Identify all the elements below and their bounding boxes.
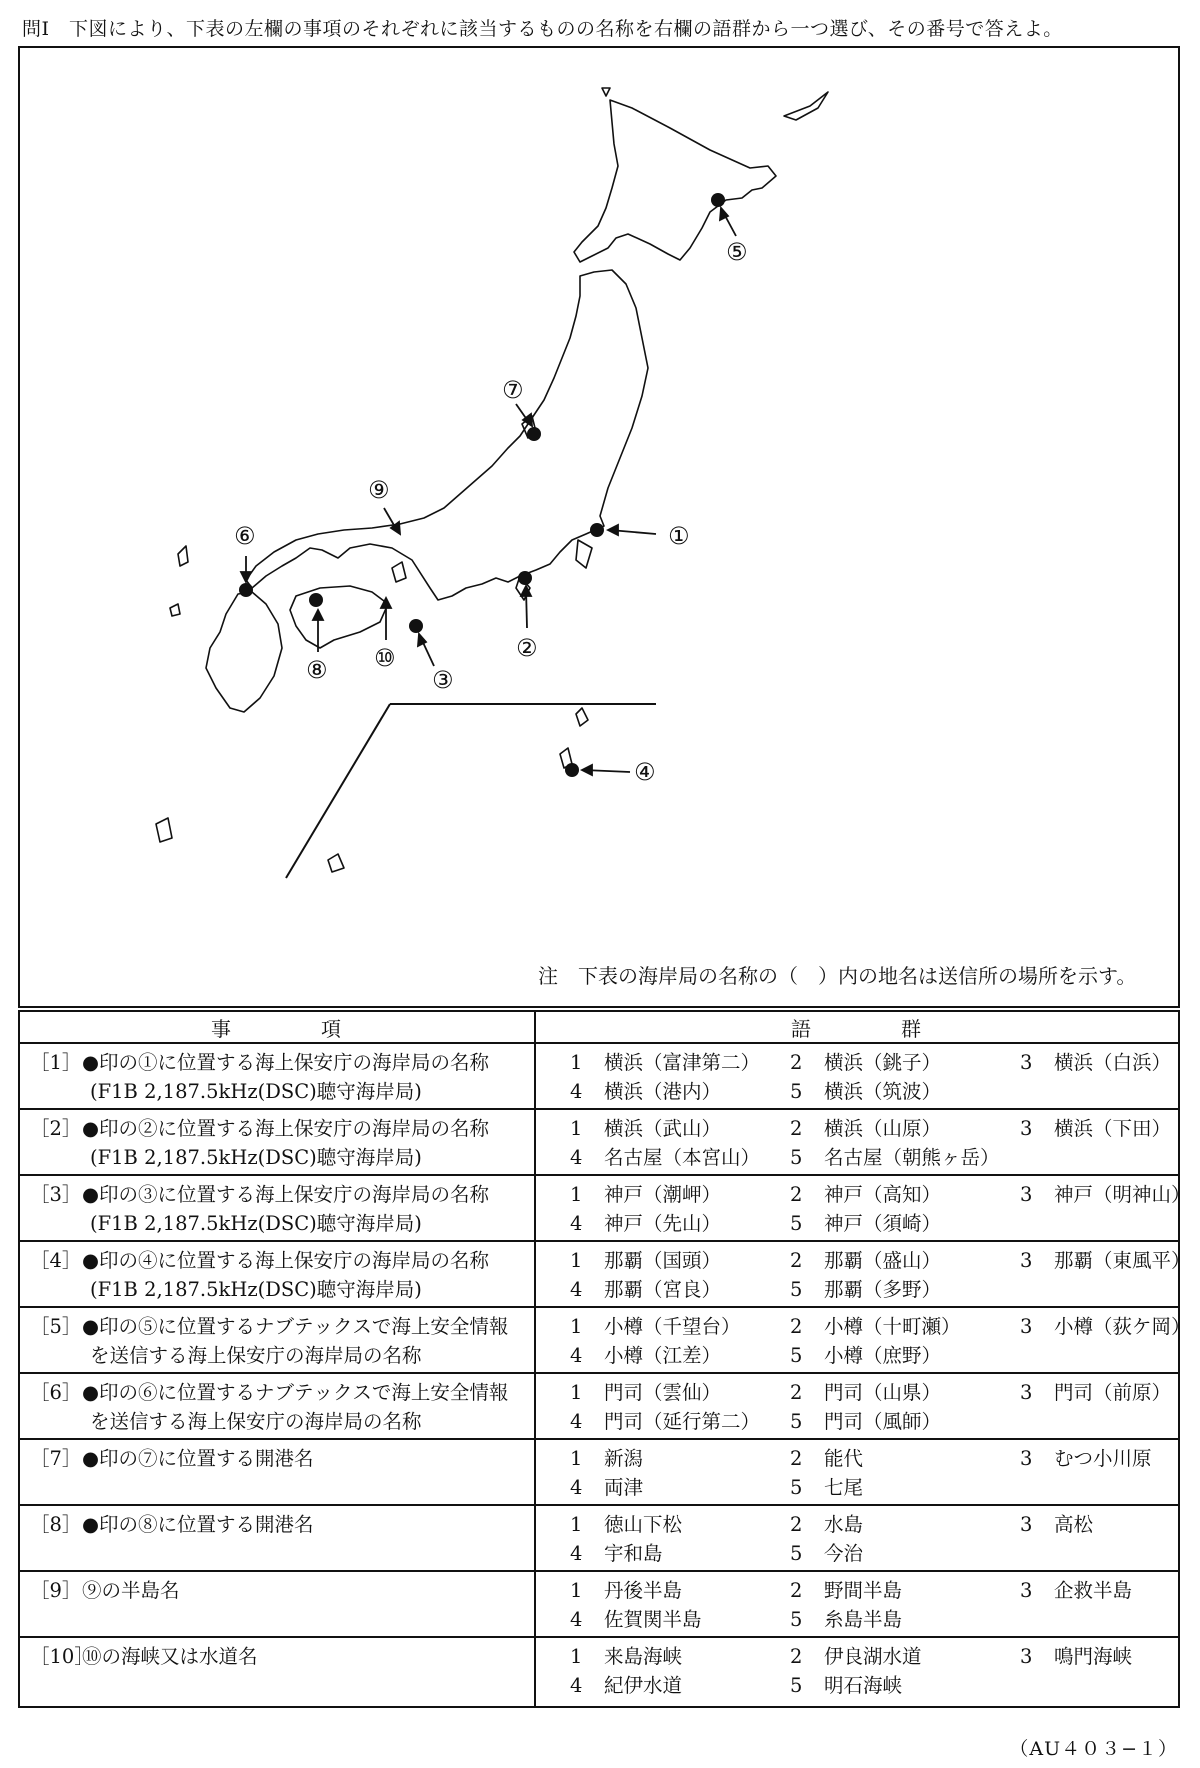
- choices-cell: [535, 1637, 1179, 1707]
- choice-label: 丹後半島: [604, 1579, 683, 1602]
- choice-label: 糸島半島: [824, 1608, 903, 1631]
- choice-list: [570, 1048, 1178, 1106]
- marker-dot-7: [527, 427, 541, 441]
- honshu-outline: [246, 270, 648, 600]
- choice-label: 名古屋（本宮山）: [604, 1146, 761, 1169]
- choice-label: 宇和島: [604, 1542, 663, 1565]
- choice-option: [570, 1114, 790, 1143]
- marker-dot-1: [590, 523, 604, 537]
- marker-label-1: ①: [668, 522, 690, 550]
- choices-cell: [535, 1241, 1191, 1307]
- item-number: ［8］: [30, 1513, 82, 1536]
- item-number: ［2］: [30, 1117, 82, 1140]
- marker-label-4: ④: [634, 758, 656, 786]
- choice-option: [790, 1048, 1020, 1077]
- table-row: [19, 1307, 1179, 1373]
- question-text: 問Ⅰ 下図により、下表の左欄の事項のそれぞれに該当するものの名称を右欄の語群から一つ選び、その番号で答えよ。: [22, 18, 1063, 40]
- marker-label-8: ⑧: [306, 656, 328, 684]
- choice-option: [570, 1510, 790, 1539]
- choice-label: 那覇（多野）: [824, 1278, 942, 1301]
- choice-number: 2: [790, 1447, 803, 1470]
- choice-label: 横浜（白浜）: [1054, 1051, 1172, 1074]
- choice-option: [790, 1407, 1020, 1436]
- choice-option: [790, 1671, 1020, 1700]
- header-choices: 語 群: [535, 1011, 1179, 1043]
- item-text-line1: ●印の⑧に位置する開港名: [82, 1513, 314, 1536]
- choice-number: 3: [1020, 1381, 1033, 1404]
- marker-dot-4: [565, 763, 579, 777]
- marker-label-7: ⑦: [502, 376, 524, 404]
- choice-label: 紀伊水道: [604, 1674, 683, 1697]
- item-text-line1: ●印の⑤に位置するナブテックスで海上安全情報: [82, 1315, 509, 1338]
- table-row: [19, 1373, 1179, 1439]
- choice-option: [1020, 1048, 1200, 1077]
- choice-number: 3: [1020, 1645, 1033, 1668]
- choice-number: 5: [790, 1146, 803, 1169]
- choice-option: [790, 1539, 1020, 1568]
- choice-label: 横浜（下田）: [1054, 1117, 1172, 1140]
- choice-label: 横浜（武山）: [604, 1117, 722, 1140]
- choice-label: 両津: [604, 1476, 644, 1499]
- shikoku-outline: [290, 586, 388, 648]
- choice-number: 4: [570, 1674, 583, 1697]
- item-cell: [19, 1637, 535, 1707]
- map-panel: [18, 46, 1180, 1008]
- item-cell: [19, 1307, 535, 1373]
- item-text-line1: ●印の②に位置する海上保安庁の海岸局の名称: [82, 1117, 490, 1140]
- choice-number: 2: [790, 1249, 803, 1272]
- choice-option: [790, 1642, 1020, 1671]
- item-number: ［9］: [30, 1579, 82, 1602]
- choice-label: 那覇（国頭）: [604, 1249, 722, 1272]
- choice-number: 1: [570, 1249, 583, 1272]
- choice-number: 1: [570, 1645, 583, 1668]
- choice-label: 小樽（庶野）: [824, 1344, 942, 1367]
- map-note: 注 下表の海岸局の名称の（ ）内の地名は送信所の場所を示す。: [538, 964, 1137, 988]
- choice-list: [570, 1312, 1191, 1370]
- choice-option: [790, 1246, 1020, 1275]
- item-cell: [19, 1175, 535, 1241]
- choice-number: 4: [570, 1344, 583, 1367]
- choice-number: 2: [790, 1381, 803, 1404]
- item-text-line1: ⑨の半島名: [82, 1579, 180, 1602]
- choice-number: 2: [790, 1579, 803, 1602]
- choice-list: [570, 1246, 1191, 1304]
- choice-label: 七尾: [824, 1476, 864, 1499]
- choice-option: [570, 1539, 790, 1568]
- choice-option: [570, 1246, 790, 1275]
- choice-label: 能代: [824, 1447, 864, 1470]
- choice-number: 2: [790, 1183, 803, 1206]
- choice-option: [1020, 1312, 1200, 1341]
- item-cell: [19, 1373, 535, 1439]
- choice-option: [570, 1605, 790, 1634]
- marker-dot-5: [711, 193, 725, 207]
- item-cell: [19, 1505, 535, 1571]
- choice-option: [790, 1143, 1020, 1172]
- choice-option: [790, 1077, 1020, 1106]
- choice-number: 4: [570, 1410, 583, 1433]
- choice-label: 横浜（銚子）: [824, 1051, 942, 1074]
- choice-label: 小樽（十町瀬）: [824, 1315, 961, 1338]
- marker-label-5: ⑤: [726, 238, 748, 266]
- choice-list: [570, 1576, 1178, 1634]
- choice-label: 佐賀関半島: [604, 1608, 702, 1631]
- item-text-line2: を送信する海上保安庁の海岸局の名称: [90, 1410, 422, 1433]
- choice-number: 4: [570, 1080, 583, 1103]
- choice-number: 4: [570, 1608, 583, 1631]
- choices-cell: [535, 1571, 1179, 1637]
- choice-option: [570, 1576, 790, 1605]
- choice-label: 門司（山県）: [824, 1381, 942, 1404]
- marker-dot-2: [518, 571, 532, 585]
- item-text-line1: ●印の①に位置する海上保安庁の海岸局の名称: [82, 1051, 490, 1074]
- choice-list: [570, 1642, 1178, 1700]
- choice-option: [790, 1275, 1020, 1304]
- header-items: 事 項: [19, 1011, 535, 1043]
- item-number: ［10］: [30, 1645, 94, 1668]
- item-cell: [19, 1043, 535, 1109]
- choices-cell: [535, 1373, 1179, 1439]
- choice-option: [570, 1378, 790, 1407]
- item-cell: [19, 1439, 535, 1505]
- choice-number: 2: [790, 1645, 803, 1668]
- item-number: ［6］: [30, 1381, 82, 1404]
- item-text-line2: (F1B 2,187.5kHz(DSC)聴守海岸局): [90, 1146, 422, 1169]
- choice-option: [570, 1143, 790, 1172]
- choice-number: 1: [570, 1513, 583, 1536]
- choice-list: [570, 1180, 1191, 1238]
- choice-option: [1020, 1576, 1200, 1605]
- choice-number: 1: [570, 1117, 583, 1140]
- item-text-line1: ●印の⑦に位置する開港名: [82, 1447, 314, 1470]
- table-row: [19, 1637, 1179, 1707]
- choice-number: 3: [1020, 1117, 1033, 1140]
- choice-number: 5: [790, 1344, 803, 1367]
- choice-number: 5: [790, 1212, 803, 1235]
- marker-dot-3: [409, 619, 423, 633]
- choice-list: [570, 1444, 1178, 1502]
- choice-option: [570, 1444, 790, 1473]
- choice-label: むつ小川原: [1054, 1447, 1152, 1470]
- choice-label: 企救半島: [1054, 1579, 1133, 1602]
- choice-label: 門司（延行第二）: [604, 1410, 761, 1433]
- choice-number: 4: [570, 1278, 583, 1301]
- item-number: ［5］: [30, 1315, 82, 1338]
- choices-cell: [535, 1109, 1179, 1175]
- item-cell: [19, 1571, 535, 1637]
- item-cell: [19, 1241, 535, 1307]
- choice-label: 明石海峡: [824, 1674, 903, 1697]
- item-number: ［3］: [30, 1183, 82, 1206]
- choice-number: 3: [1020, 1183, 1033, 1206]
- choice-label: 横浜（富津第二）: [604, 1051, 761, 1074]
- choice-number: 3: [1020, 1051, 1033, 1074]
- choice-number: 5: [790, 1608, 803, 1631]
- marker-label-10: ⑩: [374, 644, 396, 672]
- choice-label: 鳴門海峡: [1054, 1645, 1133, 1668]
- choice-option: [790, 1378, 1020, 1407]
- choice-label: 横浜（筑波）: [824, 1080, 942, 1103]
- choice-option: [790, 1473, 1020, 1502]
- choice-number: 3: [1020, 1315, 1033, 1338]
- choice-option: [1020, 1444, 1200, 1473]
- choice-number: 2: [790, 1315, 803, 1338]
- choice-number: 5: [790, 1278, 803, 1301]
- choice-label: 神戸（明神山）: [1054, 1183, 1191, 1206]
- marker-label-3: ③: [432, 666, 454, 694]
- choice-label: 神戸（潮岬）: [604, 1183, 722, 1206]
- choice-option: [570, 1341, 790, 1370]
- item-number: ［1］: [30, 1051, 82, 1074]
- choices-cell: [535, 1175, 1191, 1241]
- table-row: [19, 1505, 1179, 1571]
- table-row: [19, 1175, 1179, 1241]
- choice-label: 那覇（東風平）: [1054, 1249, 1191, 1272]
- choice-label: 名古屋（朝熊ヶ岳）: [824, 1146, 1000, 1169]
- choice-number: 2: [790, 1513, 803, 1536]
- choice-option: [1020, 1180, 1200, 1209]
- choice-number: 1: [570, 1447, 583, 1470]
- page-code: （AU４０３−１）: [1009, 1738, 1178, 1760]
- choice-number: 1: [570, 1579, 583, 1602]
- choice-number: 4: [570, 1146, 583, 1169]
- choice-number: 1: [570, 1183, 583, 1206]
- choice-label: 野間半島: [824, 1579, 903, 1602]
- choice-number: 5: [790, 1542, 803, 1565]
- item-cell: [19, 1109, 535, 1175]
- choice-number: 4: [570, 1212, 583, 1235]
- choice-number: 3: [1020, 1579, 1033, 1602]
- choice-option: [570, 1275, 790, 1304]
- item-text-line2: を送信する海上保安庁の海岸局の名称: [90, 1344, 422, 1367]
- choice-number: 5: [790, 1476, 803, 1499]
- choice-label: 水島: [824, 1513, 864, 1536]
- choice-label: 神戸（高知）: [824, 1183, 942, 1206]
- choice-option: [1020, 1510, 1200, 1539]
- item-text-line2: (F1B 2,187.5kHz(DSC)聴守海岸局): [90, 1278, 422, 1301]
- item-text-line2: (F1B 2,187.5kHz(DSC)聴守海岸局): [90, 1212, 422, 1235]
- table-row: [19, 1241, 1179, 1307]
- choice-number: 1: [570, 1315, 583, 1338]
- choice-number: 4: [570, 1476, 583, 1499]
- choice-option: [570, 1671, 790, 1700]
- kyushu-outline: [206, 592, 282, 712]
- choice-number: 3: [1020, 1249, 1033, 1272]
- choice-label: 伊良湖水道: [824, 1645, 922, 1668]
- choice-option: [790, 1444, 1020, 1473]
- choice-option: [570, 1642, 790, 1671]
- marker-label-9: ⑨: [368, 476, 390, 504]
- choice-number: 2: [790, 1051, 803, 1074]
- choice-option: [1020, 1378, 1200, 1407]
- table-row: [19, 1439, 1179, 1505]
- item-number: ［4］: [30, 1249, 82, 1272]
- choice-label: 門司（前原）: [1054, 1381, 1172, 1404]
- choice-number: 3: [1020, 1447, 1033, 1470]
- choice-label: 門司（風師）: [824, 1410, 942, 1433]
- marker-dot-8: [309, 593, 323, 607]
- item-number: ［7］: [30, 1447, 82, 1470]
- marker-label-2: ②: [516, 634, 538, 662]
- marker-dot-6: [239, 583, 253, 597]
- choice-label: 神戸（須崎）: [824, 1212, 942, 1235]
- choice-number: 4: [570, 1542, 583, 1565]
- choice-label: 神戸（先山）: [604, 1212, 722, 1235]
- choice-label: 小樽（千望台）: [604, 1315, 741, 1338]
- choice-option: [570, 1407, 790, 1436]
- choice-number: 1: [570, 1051, 583, 1074]
- table-row: [19, 1109, 1179, 1175]
- choice-option: [790, 1605, 1020, 1634]
- choice-option: [570, 1077, 790, 1106]
- choice-number: 2: [790, 1117, 803, 1140]
- choice-label: 横浜（港内）: [604, 1080, 722, 1103]
- choice-list: [570, 1378, 1178, 1436]
- choice-number: 3: [1020, 1513, 1033, 1536]
- choice-option: [1020, 1114, 1200, 1143]
- item-text-line1: ●印の③に位置する海上保安庁の海岸局の名称: [82, 1183, 490, 1206]
- choice-option: [790, 1341, 1020, 1370]
- choice-label: 高松: [1054, 1513, 1094, 1536]
- choice-label: 那覇（盛山）: [824, 1249, 942, 1272]
- choice-label: 小樽（江差）: [604, 1344, 722, 1367]
- table-row: [19, 1043, 1179, 1109]
- choice-option: [570, 1180, 790, 1209]
- choice-option: [570, 1473, 790, 1502]
- choice-option: [790, 1180, 1020, 1209]
- choice-option: [1020, 1246, 1200, 1275]
- choices-cell: [535, 1505, 1179, 1571]
- choice-option: [570, 1048, 790, 1077]
- item-text-line1: ⑩の海峡又は水道名: [82, 1645, 258, 1668]
- choice-option: [570, 1312, 790, 1341]
- item-text-line2: (F1B 2,187.5kHz(DSC)聴守海岸局): [90, 1080, 422, 1103]
- choice-label: 今治: [824, 1542, 864, 1565]
- choice-label: 門司（雲仙）: [604, 1381, 722, 1404]
- choices-cell: [535, 1439, 1179, 1505]
- table-row: [19, 1571, 1179, 1637]
- choice-number: 5: [790, 1080, 803, 1103]
- choice-option: [790, 1510, 1020, 1539]
- japan-map: [20, 48, 1182, 1010]
- choice-label: 那覇（宮良）: [604, 1278, 722, 1301]
- choice-option: [790, 1576, 1020, 1605]
- choice-option: [790, 1114, 1020, 1143]
- choices-cell: [535, 1307, 1191, 1373]
- choice-number: 5: [790, 1410, 803, 1433]
- choice-label: 横浜（山原）: [824, 1117, 942, 1140]
- choice-label: 新潟: [604, 1447, 644, 1470]
- marker-label-6: ⑥: [234, 522, 256, 550]
- choice-option: [790, 1209, 1020, 1238]
- choice-list: [570, 1510, 1178, 1568]
- choice-label: 徳山下松: [604, 1513, 683, 1536]
- choice-option: [1020, 1642, 1200, 1671]
- choice-label: 小樽（荻ケ岡）: [1054, 1315, 1191, 1338]
- choice-option: [570, 1209, 790, 1238]
- choice-label: 来島海峡: [604, 1645, 683, 1668]
- choices-cell: [535, 1043, 1179, 1109]
- choice-option: [790, 1312, 1020, 1341]
- question-table: [18, 1010, 1191, 1708]
- choice-number: 5: [790, 1674, 803, 1697]
- choice-list: [570, 1114, 1178, 1172]
- choice-number: 1: [570, 1381, 583, 1404]
- item-text-line1: ●印の④に位置する海上保安庁の海岸局の名称: [82, 1249, 490, 1272]
- item-text-line1: ●印の⑥に位置するナブテックスで海上安全情報: [82, 1381, 509, 1404]
